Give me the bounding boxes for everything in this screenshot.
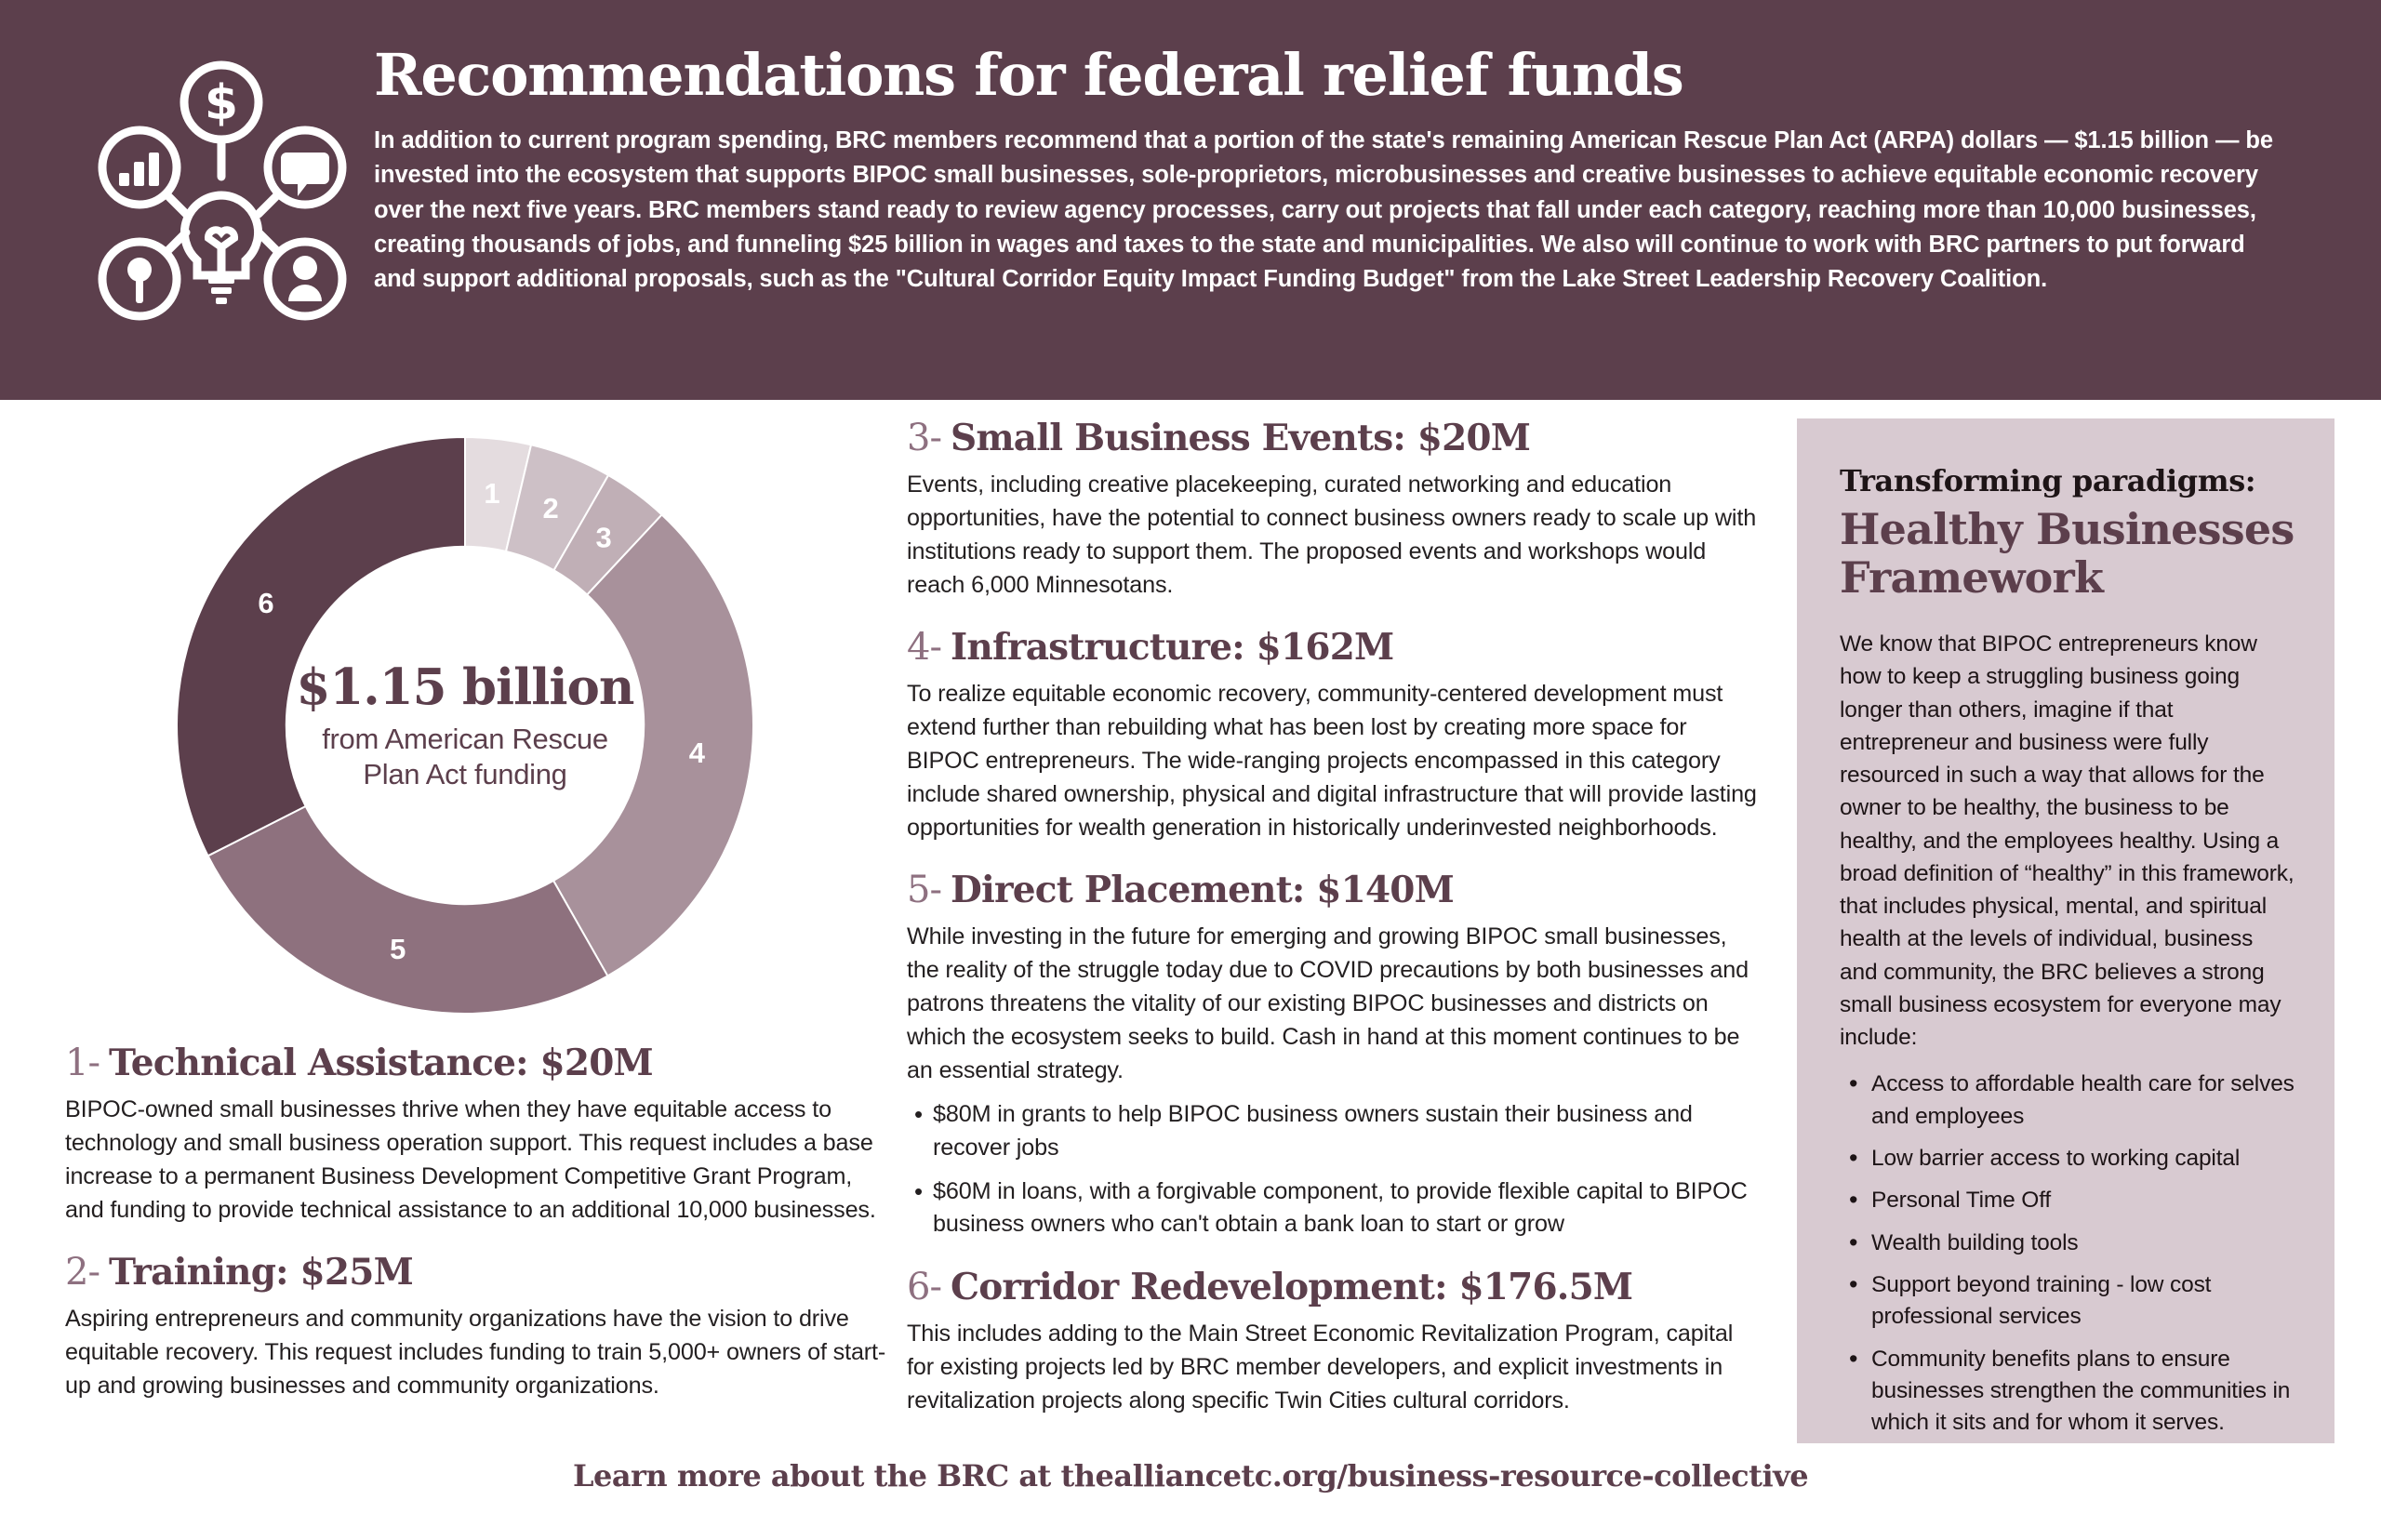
section-heading bbox=[907, 626, 1762, 669]
section-training bbox=[65, 1251, 893, 1402]
section-title: Infrastructure: $162M bbox=[950, 626, 1394, 670]
header-icon-cluster bbox=[82, 58, 361, 327]
brc-website-link[interactable]: Learn more about the BRC at thealliancetc.org/business-resource-collective bbox=[572, 1458, 1809, 1494]
page-title: Recommendations for federal relief funds bbox=[374, 41, 1683, 109]
section-technical-assistance bbox=[65, 1042, 893, 1227]
sidebar-body: We know that BIPOC entrepreneurs know how to keep a struggling business going longer than others, imagine if that entrepreneur and business were fully resourced in such a way that allows for the owner to be healthy, the business to be healthy, and the employees healthy. Using a broad definition of “healthy” in this framework, that includes physical, mental, and spiritual health at the levels of individual, business and community, the BRC believes a strong small business ecosystem for everyone may include: bbox=[1840, 631, 2295, 1051]
funding-donut-chart bbox=[167, 428, 763, 1023]
healthy-businesses-sidebar bbox=[1797, 418, 2334, 1443]
sidebar-title: Healthy Businesses Framework bbox=[1840, 504, 2295, 603]
donut-source-line2: Plan Act funding bbox=[363, 758, 567, 790]
list-item: • $60M in loans, with a forgivable component, to provide flexible capital to BIPOC business owners who can't obtain a bank loan to start or grow bbox=[907, 1175, 1762, 1241]
section-number: 1- bbox=[65, 1042, 100, 1084]
middle-column bbox=[907, 417, 1762, 1441]
list-item: • $80M in grants to help BIPOC business owners sustain their business and recover jobs bbox=[907, 1098, 1762, 1164]
list-item: • Community benefits plans to ensure businesses strengthen the communities in which it sits and for whom it serves. bbox=[1840, 1344, 2295, 1440]
list-item: • Wealth building tools bbox=[1840, 1228, 2295, 1259]
section-number: 2- bbox=[65, 1251, 100, 1294]
list-item: • Low barrier access to working capital bbox=[1840, 1143, 2295, 1175]
header-description: In addition to current program spending, BRC members recommend that a portion of the state's remaining American Rescue Plan Act (ARPA) dollars — $1.15 billion — be invested into the ecosystem that supports BIPOC small businesses, sole-proprietors, microbusinesses and creative businesses to achieve equitable economic recovery over the next five years. BRC members stand ready to review agency processes, carry out projects that fall under each category, reaching more than 10,000 businesses, creating thousands of jobs, and funneling $25 billion in wages and taxes to the state and municipalities. We also will continue to work with BRC partners to put forward and support additional proposals, such as the "Cultural Corridor Equity Impact Funding Budget" from the Lake Street Leadership Recovery Coalition. bbox=[374, 127, 2273, 293]
donut-slice-label: 2 bbox=[542, 491, 559, 524]
donut-source-line1: from American Rescue bbox=[322, 723, 608, 756]
main-content bbox=[0, 400, 2381, 1540]
section-body: Events, including creative placekeeping, curated networking and education opportunities, have the potential to connect business owners ready to scale up with institutions ready to support them. The proposed events and workshops would reach 6,000 Minnesotans. bbox=[907, 471, 1757, 599]
sidebar-kicker: Transforming paradigms: bbox=[1840, 463, 2256, 498]
section-number: 3- bbox=[907, 417, 941, 459]
donut-slice-label: 1 bbox=[484, 477, 500, 511]
donut-slice-label: 6 bbox=[258, 587, 274, 620]
donut-svg bbox=[167, 428, 763, 1023]
svg-text:$: $ bbox=[204, 75, 239, 131]
footer bbox=[0, 1458, 2381, 1494]
section-corridor-redevelopment bbox=[907, 1266, 1762, 1417]
section-body: BIPOC-owned small businesses thrive when they have equitable access to technology and small business operation support. This request includes a base increase to a permanent Business Development Competitive Grant Program, and funding to provide technical assistance to an additional 10,000 businesses. bbox=[65, 1096, 876, 1224]
section-heading bbox=[65, 1042, 893, 1084]
section-heading bbox=[907, 869, 1762, 911]
section-heading bbox=[907, 1266, 1762, 1308]
section-body: This includes adding to the Main Street Economic Revitalization Program, capital for existing projects led by BRC member developers, and explicit investments in revitalization projects along specific Twin Cities cultural corridors. bbox=[907, 1320, 1734, 1414]
donut-slice-label: 3 bbox=[595, 521, 612, 554]
section-heading bbox=[907, 417, 1762, 459]
donut-total-amount: $1.15 billion bbox=[296, 658, 634, 717]
section-title: Technical Assistance: $20M bbox=[108, 1042, 653, 1084]
section-body: While investing in the future for emerging and growing BIPOC small businesses, the reality of the struggle today due to COVID precautions by both businesses and patrons threatens the vitality of our existing BIPOC businesses and districts on which the ecosystem seeks to build. Cash in hand at this moment continues to be an essential strategy. bbox=[907, 923, 1749, 1084]
section-title: Corridor Redevelopment: $176.5M bbox=[950, 1265, 1633, 1308]
section-bullet-list bbox=[907, 1098, 1762, 1241]
section-body: To realize equitable economic recovery, community-centered development must extend further than rebuilding what has been lost by creating more space for BIPOC entrepreneurs. The wide-ranging projects encompassed in this category include shared ownership, physical and digital infrastructure that will provide lasting opportunities for wealth generation in historically underinvested neighborhoods. bbox=[907, 681, 1757, 842]
left-column-sections bbox=[65, 1042, 893, 1427]
header-banner bbox=[0, 0, 2381, 400]
lightbulb-icon bbox=[184, 195, 258, 275]
section-title: Training: $25M bbox=[108, 1251, 413, 1294]
section-number: 6- bbox=[907, 1265, 941, 1308]
section-small-business-events bbox=[907, 417, 1762, 602]
section-title: Direct Placement: $140M bbox=[950, 869, 1455, 912]
section-direct-placement bbox=[907, 869, 1762, 1241]
list-item: • Access to affordable health care for selves and employees bbox=[1840, 1069, 2295, 1133]
section-heading bbox=[65, 1251, 893, 1294]
header-text-block bbox=[374, 41, 2381, 298]
section-number: 4- bbox=[907, 626, 941, 670]
donut-slice bbox=[177, 437, 465, 856]
donut-slice-label: 5 bbox=[390, 932, 406, 965]
list-item: • Support beyond training - low cost professional services bbox=[1840, 1269, 2295, 1334]
donut-slice-label: 4 bbox=[688, 736, 706, 769]
left-column bbox=[65, 418, 884, 1023]
list-item: • Personal Time Off bbox=[1840, 1185, 2295, 1216]
sidebar-bullet-list bbox=[1840, 1069, 2295, 1439]
section-title: Small Business Events: $20M bbox=[950, 417, 1531, 459]
section-infrastructure bbox=[907, 626, 1762, 844]
section-body: Aspiring entrepreneurs and community organizations have the vision to drive equitable recovery. This request includes funding to train 5,000+ owners of start-up and growing businesses and community organizations. bbox=[65, 1306, 886, 1400]
donut-slice bbox=[208, 806, 608, 1014]
section-number: 5- bbox=[907, 869, 941, 912]
